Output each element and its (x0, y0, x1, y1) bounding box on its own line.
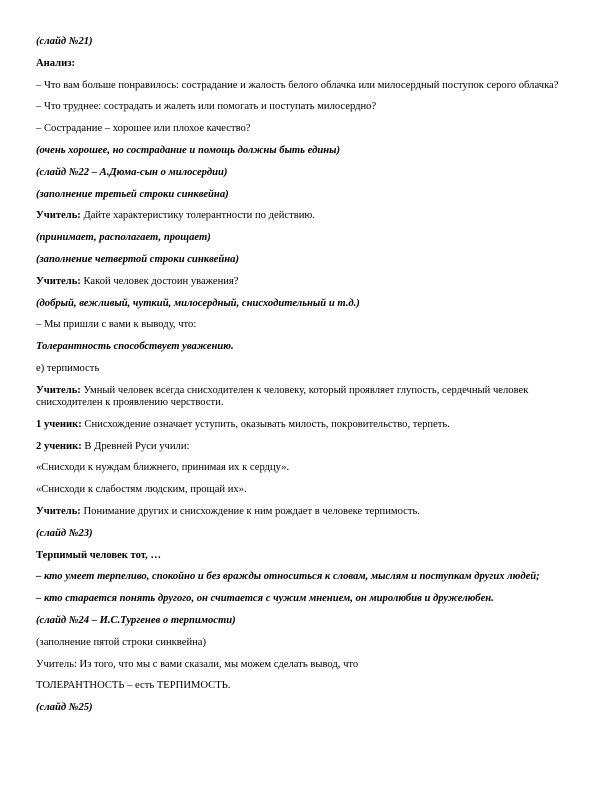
slide-25-note: (слайд №25) (36, 702, 93, 714)
final-conclusion: ТОЛЕРАНТНОСТЬ – есть ТЕРПИМОСТЬ. (36, 680, 231, 692)
document-page (36, 36, 576, 724)
syncwine-fifth-line-note: (заполнение пятой строки синквейна) (36, 636, 207, 648)
teacher-line-2: Учитель: Какой человек достоин уважения? (36, 275, 239, 287)
definition-item-1: – кто умеет терпеливо, спокойно и без вражды относиться к словам, мыслям и поступкам других людей; (36, 571, 540, 583)
analysis-heading: Анализ: (36, 57, 75, 69)
teacher-line-5: Учитель: Из того, что мы с вами сказали, мы можем сделать вывод, что (36, 658, 359, 670)
student-1-line: 1 ученик: Снисхождение означает уступить, оказывать милость, покровительство, терпеть. (36, 418, 450, 430)
speaker-label: Учитель: (36, 505, 81, 517)
teacher-line-4: Учитель: Понимание других и снисхождение к ним рождает в человеке терпимость. (36, 505, 420, 517)
answer-note: (очень хорошее, но сострадание и помощь должны быть едины) (36, 144, 341, 156)
answer-note: (добрый, вежливый, чуткий, милосердный, снисходительный и т.д.) (36, 297, 360, 309)
teacher-line-3: Учитель: Умный человек всегда снисходителен к человеку, который проявляет глупость, сердечный человек снисходителен к проявлению черствости. (36, 384, 529, 408)
conclusion-intro: – Мы пришли с вами к выводу, что: (36, 319, 197, 331)
slide-22-note: (слайд №22 – А.Дюма-сын о милосердии) (36, 166, 228, 178)
quote-2: «Снисходи к слабостям людским, прощай их». (36, 484, 247, 496)
student-2-line: 2 ученик: В Древней Руси учили: (36, 440, 190, 452)
speaker-label: 1 ученик: (36, 418, 82, 430)
question-1: – Что вам больше понравилось: сострадание и жалость белого облачка или милосердный поступок серого облачка? (36, 79, 559, 91)
slide-24-note: (слайд №24 – И.С.Тургенев о терпимости) (36, 614, 236, 626)
answer-note: (принимает, располагает, прощает) (36, 232, 211, 244)
teacher-line-1: Учитель: Дайте характеристику толерантности по действию. (36, 210, 315, 222)
slide-21-note: (слайд №21) (36, 36, 93, 47)
syncwine-third-line-note: (заполнение третьей строки синквейна) (36, 188, 229, 200)
speaker-label: Учитель: (36, 275, 81, 287)
quote-1: «Снисходи к нуждам ближнего, принимая их к сердцу». (36, 462, 290, 474)
speaker-label: Учитель: (36, 210, 81, 222)
speaker-label: 2 ученик: (36, 440, 82, 452)
syncwine-fourth-line-note: (заполнение четвертой строки синквейна) (36, 253, 239, 265)
conclusion-statement: Толерантность способствует уважению. (36, 341, 234, 353)
speaker-label: Учитель: (36, 384, 81, 396)
question-2: – Что труднее: сострадать и жалеть или помогать и поступать милосердно? (36, 101, 377, 113)
question-3: – Сострадание – хорошее или плохое качество? (36, 123, 251, 135)
definition-item-2: – кто старается понять другого, он считается с чужим мнением, он миролюбив и дружелюбен. (36, 593, 494, 605)
section-e-heading: е) терпимость (36, 362, 100, 374)
tolerant-person-heading: Терпимый человек тот, … (36, 549, 162, 561)
slide-23-note: (слайд №23) (36, 527, 93, 539)
